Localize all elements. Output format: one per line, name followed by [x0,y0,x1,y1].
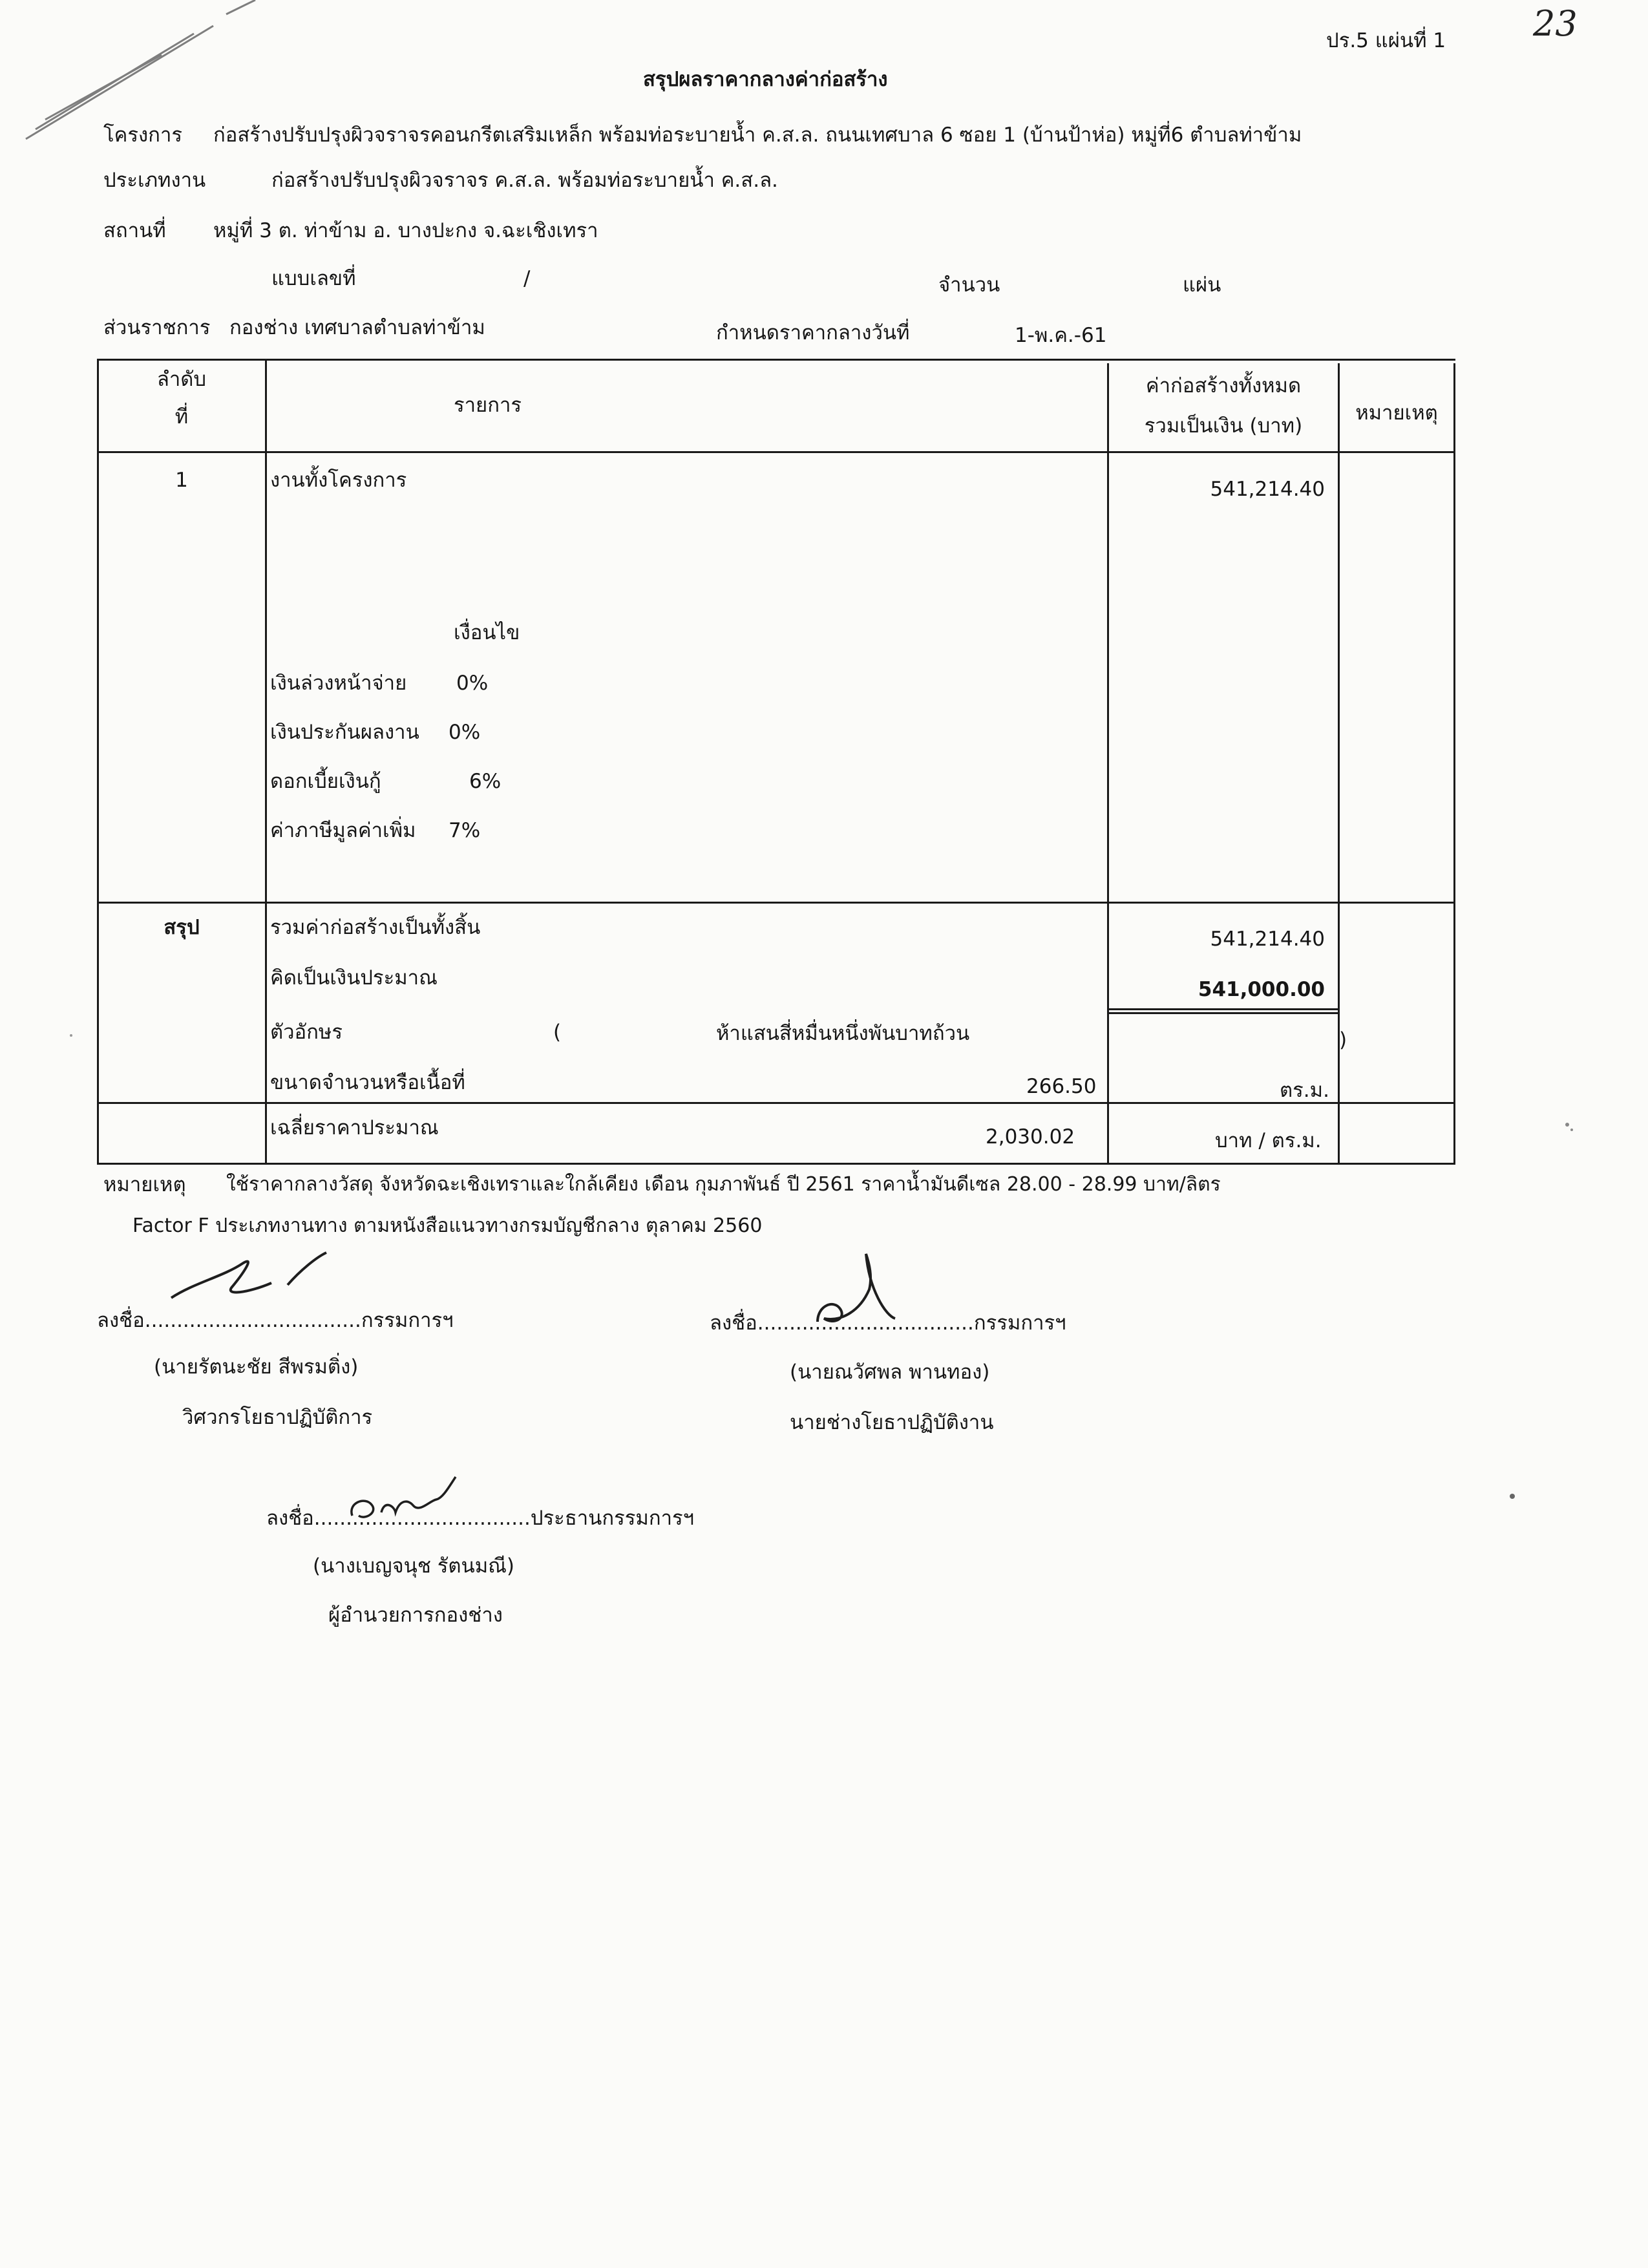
work-type-label: ประเภทงาน [103,169,206,192]
condition-label: ดอกเบี้ยเงินกู้ [270,770,381,793]
location-value: หมู่ที่ 3 ต. ท่าข้าม อ. บางปะกง จ.ฉะเชิงเทรา [213,219,598,242]
signatory-name-1: (นายรัตนะชัย สีพรมติ่ง) [154,1355,359,1379]
header-total: ค่าก่อสร้างทั้งหมด รวมเป็นเงิน (บาท) [1144,374,1303,438]
condition-value: 0% [456,672,489,695]
plan-count-label: จำนวน [938,273,1000,297]
page-title: สรุปผลราคากลางค่าก่อสร้าง [643,68,888,91]
summary-approx-label: คิดเป็นเงินประมาณ [270,966,438,990]
signature-block-3 [266,1507,694,1531]
sign-role: กรรมการฯ [361,1309,454,1332]
summary-words-value: ห้าแสนสี่หมื่นหนึ่งพันบาทถ้วน [716,1022,970,1045]
signatory-position-3: ผู้อำนวยการกองช่าง [328,1604,503,1627]
summary-avg-value: 2,030.02 [986,1125,1075,1149]
summary-words-close: ) [1339,1028,1347,1052]
summary-label: สรุป [164,916,200,939]
page-reference: ปร.5 แผ่นที่ 1 [1326,29,1446,52]
agency-value: กองช่าง เทศบาลตำบลท่าข้าม [229,316,485,339]
price-date-value: 1-พ.ค.-61 [1015,324,1107,347]
summary-avg-label: เฉลี่ยราคาประมาณ [270,1116,439,1139]
summary-size-unit: ตร.ม. [1280,1079,1329,1102]
condition-value: 7% [449,819,481,842]
row-no: 1 [175,469,188,492]
summary-size-label: ขนาดจำนวนหรือเนื้อที่ [270,1071,465,1094]
sign-label: ลงชื่อ [710,1311,757,1335]
summary-size-value: 266.50 [1026,1075,1097,1098]
header-item: รายการ [454,394,522,417]
signatory-position-1: วิศวกรโยธาปฏิบัติการ [182,1406,373,1429]
summary-avg-unit: บาท / ตร.ม. [1215,1129,1322,1152]
signature-1-icon [171,1253,326,1298]
signatory-name-3: (นางเบญจนุช รัตนมณี) [313,1554,515,1578]
signature-block-1 [97,1309,454,1333]
signatory-position-2: นายช่างโยธาปฏิบัติงาน [790,1411,994,1434]
project-label: โครงการ [103,123,183,147]
project-value: ก่อสร้างปรับปรุงผิวจราจรคอนกรีตเสริมเหล็ก พร้อมท่อระบายน้ำ ค.ส.ล. ถนนเทศบาล 6 ซอย 1 (บ้านป้าห่อ) หมู่ที่6 ตำบลท่าข้าม [213,123,1302,147]
sign-role: ประธานกรรมการฯ [530,1507,695,1530]
condition-value: 6% [469,770,502,793]
plan-number-slash: / [523,267,531,290]
sign-dots: .................................. [144,1309,361,1332]
plan-sheet-label: แผ่น [1183,273,1221,297]
signature-block-2 [710,1312,1066,1335]
sign-role: กรรมการฯ [973,1311,1066,1335]
signatory-name-2: (นายณวัศพล พานทอง) [790,1361,990,1384]
location-label: สถานที่ [103,219,166,242]
sign-dots: .................................. [757,1311,974,1335]
condition-label: เงินล่วงหน้าจ่าย [270,672,407,695]
summary-approx-value: 541,000.00 [1198,978,1325,1001]
price-date-label: กำหนดราคากลางวันที่ [716,321,910,344]
sign-dots: .................................. [313,1507,531,1530]
work-type-value: ก่อสร้างปรับปรุงผิวจราจร ค.ส.ล. พร้อมท่อระบายน้ำ ค.ส.ล. [271,169,778,192]
summary-words-open: ( [553,1021,562,1044]
header-remark: หมายเหตุ [1355,401,1438,425]
condition-label: ค่าภาษีมูลค่าเพิ่ม [270,819,416,842]
summary-total-value: 541,214.40 [1210,927,1325,951]
agency-label: ส่วนราชการ [103,316,211,339]
conditions-title: เงื่อนไข [454,621,520,644]
condition-label: เงินประกันผลงาน [270,721,419,744]
notes-label: หมายเหตุ [103,1173,186,1196]
sign-label: ลงชื่อ [97,1309,145,1332]
notes-line-2: Factor F ประเภทงานทาง ตามหนังสือแนวทางกรมบัญชีกลาง ตุลาคม 2560 [132,1214,763,1237]
corner-page-number: 23 [1533,3,1578,44]
sign-label: ลงชื่อ [266,1507,314,1530]
notes-line-1: ใช้ราคากลางวัสดุ จังหวัดฉะเชิงเทราและใกล้เคียง เดือน กุมภาพันธ์ ปี 2561 ราคาน้ำมันดีเซล 28.00 - 28.99 บาท/ลิตร [226,1173,1221,1196]
summary-words-label: ตัวอักษร [270,1021,343,1044]
header-no: ลำดับ ที่ [156,368,207,429]
condition-value: 0% [449,721,481,744]
plan-number-label: แบบเลขที่ [271,267,356,290]
row-amount: 541,214.40 [1210,478,1325,501]
row-item: งานทั้งโครงการ [270,469,407,492]
summary-total-label: รวมค่าก่อสร้างเป็นทั้งสิ้น [270,916,481,939]
